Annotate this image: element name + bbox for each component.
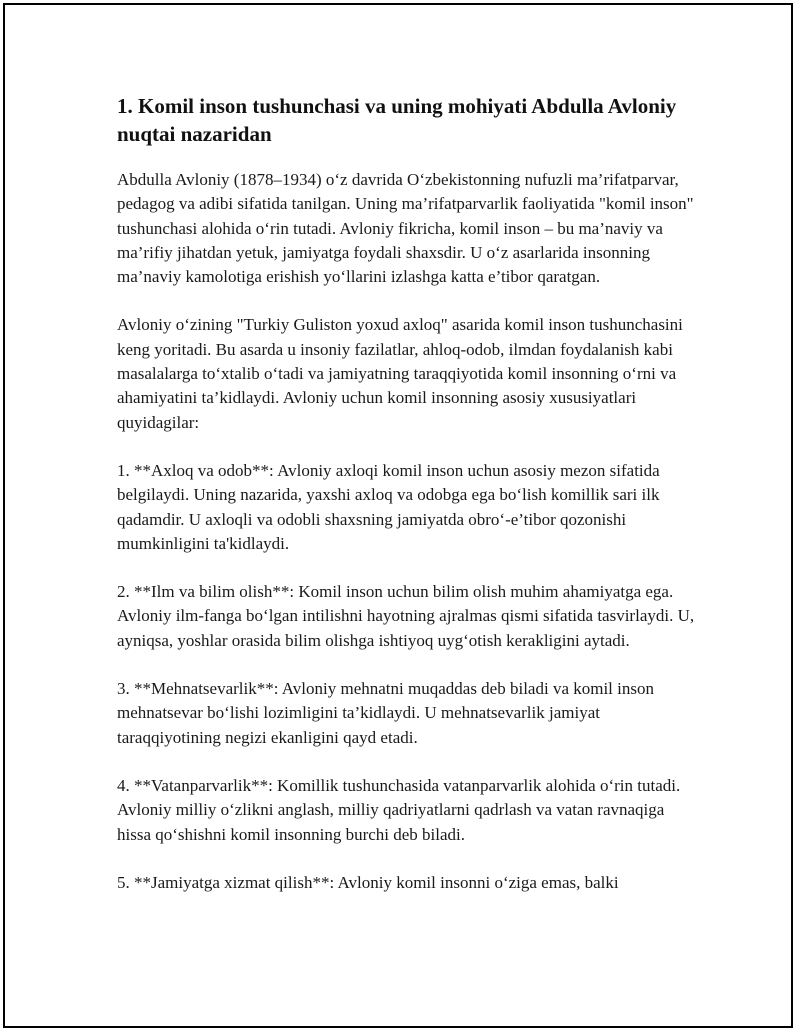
list-item-mehnat: 3. **Mehnatsevarlik**: Avloniy mehnatni muqaddas deb biladi va komil inson mehnatsevar bo‘lishi lozimligini ta’kidlaydi. U mehnatsevarlik jamiyat taraqqiyotining negizi ekanligini qayd etadi.: [117, 679, 654, 747]
list-item-vatan: 4. **Vatanparvarlik**: Komillik tushunchasida vatanparvarlik alohida o‘rin tutadi. Avloniy milliy o‘zlikni anglash, milliy qadriyatlarni qadrlash va vatan ravnaqiga hissa qo‘shishni komil insonning burchi deb biladi.: [117, 775, 681, 844]
document-body: [117, 92, 697, 919]
paragraph-intro: Abdulla Avloniy (1878–1934) o‘z davrida O‘zbekistonning nufuzli ma’rifatparvar, pedagog va adibi sifatida tanilgan. Uning ma’rifatparvarlik faoliyatida "komil inson" tushunchasi alohida o‘rin tutadi. Avloniy fikricha, komil inson – bu ma’naviy va ma’rifiy jihatdan yetuk, jamiyatga foydali shaxsdir. U o‘z asarlarida insonning ma’naviy kamolotiga erishish yo‘llarini izlashga katta e’tibor qaratgan.: [117, 170, 694, 287]
list-item-ilm: 2. **Ilm va bilim olish**: Komil inson uchun bilim olish muhim ahamiyatga ega. Avloniy ilm-fanga bo‘lgan intilishni hayotning ajralmas qismi sifatida tasvirlaydi. U, ayniqsa, yoshlar orasida bilim olishga ishtiyoq uyg‘otish kerakligini aytadi.: [117, 582, 695, 650]
list-item-axloq: 1. **Axloq va odob**: Avloniy axloqi komil inson uchun asosiy mezon sifatida belgilaydi. Uning nazarida, yaxshi axloq va odobga ega bo‘lish komillik sari ilk qadamdir. U axloqli va odobli shaxsning jamiyatda obro‘-e’tibor qozonishi mumkinligini ta'kidlaydi.: [117, 460, 660, 553]
section-heading: 1. Komil inson tushunchasi va uning mohiyati Abdulla Avloniy nuqtai nazaridan: [117, 94, 677, 146]
paragraph-guliston: Avloniy o‘zining "Turkiy Guliston yoxud axloq" asarida komil inson tushunchasini keng yoritadi. Bu asarda u insoniy fazilatlar, ahloq-odob, ilmdan foydalanish kabi masalalarga to‘xtalib o‘tadi va jamiyatning taraqqiyotida komil insonning o‘rni va ahamiyatini ta’kidlaydi. Avloniy uchun komil insonning asosiy xususiyatlari quyidagilar:: [117, 315, 683, 432]
list-item-jamiyat: 5. **Jamiyatga xizmat qilish**: Avloniy komil insonni o‘ziga emas, balki: [117, 872, 619, 892]
